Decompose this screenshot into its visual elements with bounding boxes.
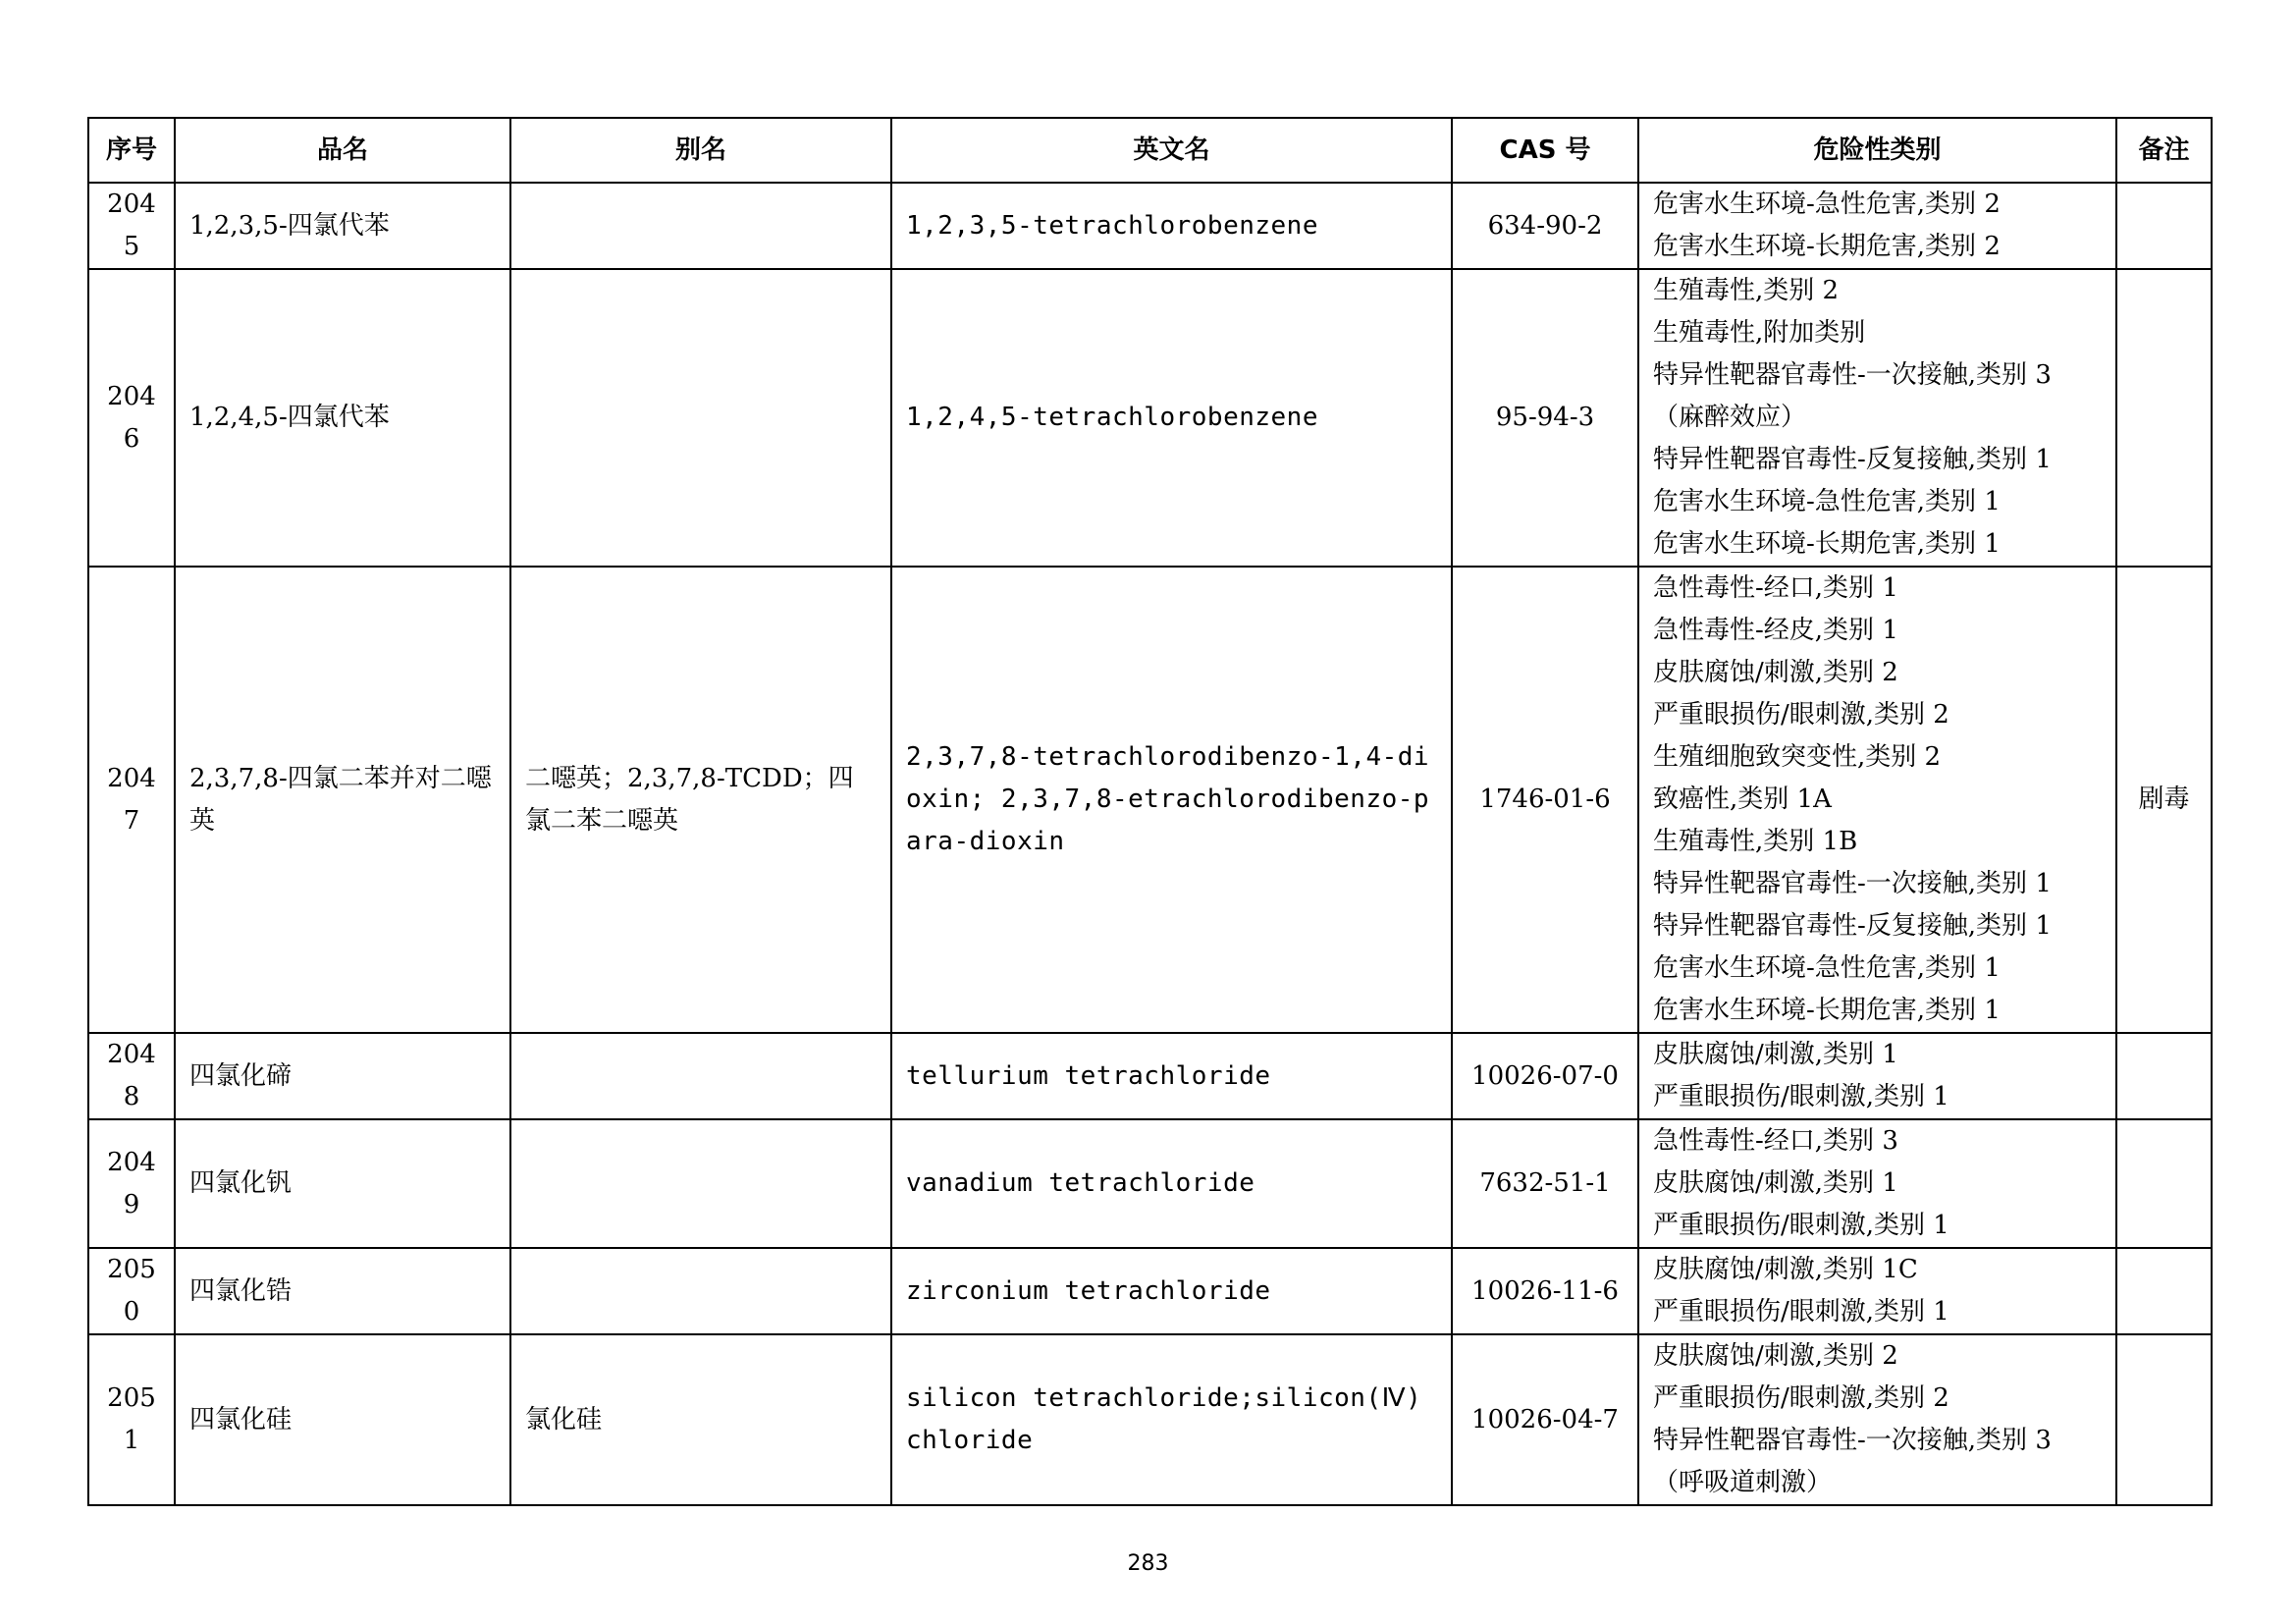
table-row — [88, 567, 2212, 1033]
cell-hazard — [1638, 1334, 2116, 1505]
header-no: 序号 — [88, 118, 175, 183]
cell-hazard — [1638, 1248, 2116, 1334]
cell-cas: 95-94-3 — [1452, 269, 1638, 567]
table-row — [88, 183, 2212, 269]
hazard-line: 危害水生环境-急性危害,类别 1 — [1653, 487, 2001, 516]
cell-note — [2116, 1334, 2212, 1505]
cell-note — [2116, 269, 2212, 567]
cell-hazard — [1638, 1033, 2116, 1119]
hazardous-chemicals-table — [87, 117, 2213, 1506]
hazard-line: 生殖毒性,附加类别 — [1653, 318, 1866, 348]
cell-hazard — [1638, 269, 2116, 567]
cell-cas: 1746-01-6 — [1452, 567, 1638, 1033]
hazard-line: 危害水生环境-长期危害,类别 1 — [1653, 529, 2001, 559]
cell-name: 2,3,7,8-四氯二苯并对二噁英 — [175, 567, 510, 1033]
hazard-line: 危害水生环境-长期危害,类别 1 — [1653, 996, 2001, 1025]
cell-name: 四氯化碲 — [175, 1033, 510, 1119]
table-row — [88, 269, 2212, 567]
cell-alias: 氯化硅 — [510, 1334, 891, 1505]
cell-no: 2050 — [88, 1248, 175, 1334]
cell-no: 2049 — [88, 1119, 175, 1248]
hazard-line: 生殖毒性,类别 2 — [1653, 276, 1840, 305]
hazard-line: 急性毒性-经口,类别 3 — [1653, 1126, 1898, 1156]
hazard-line: 特异性靶器官毒性-反复接触,类别 1 — [1653, 911, 2052, 941]
header-row — [88, 118, 2212, 183]
cell-alias — [510, 183, 891, 269]
cell-hazard — [1638, 1119, 2116, 1248]
hazard-line: 生殖细胞致突变性,类别 2 — [1653, 742, 1942, 772]
cell-alias — [510, 1248, 891, 1334]
hazard-line: 危害水生环境-急性危害,类别 2 — [1653, 189, 2001, 219]
cell-english: vanadium tetrachloride — [891, 1119, 1452, 1248]
hazard-line: 生殖毒性,类别 1B — [1653, 827, 1858, 856]
table-row — [88, 1119, 2212, 1248]
hazard-line: 严重眼损伤/眼刺激,类别 1 — [1653, 1297, 1949, 1326]
page-number: 283 — [1127, 1551, 1169, 1576]
cell-alias — [510, 1119, 891, 1248]
cell-no: 2046 — [88, 269, 175, 567]
header-note: 备注 — [2116, 118, 2212, 183]
cell-no: 2048 — [88, 1033, 175, 1119]
cell-name: 四氯化钒 — [175, 1119, 510, 1248]
cell-note — [2116, 1119, 2212, 1248]
cell-cas: 10026-04-7 — [1452, 1334, 1638, 1505]
cell-name: 四氯化锆 — [175, 1248, 510, 1334]
header-name: 品名 — [175, 118, 510, 183]
hazard-line: 严重眼损伤/眼刺激,类别 1 — [1653, 1082, 1949, 1111]
header-cas: CAS 号 — [1452, 118, 1638, 183]
cell-note — [2116, 1248, 2212, 1334]
cell-english: 1,2,4,5-tetrachlorobenzene — [891, 269, 1452, 567]
cell-no: 2047 — [88, 567, 175, 1033]
table-row — [88, 1334, 2212, 1505]
hazard-line: 皮肤腐蚀/刺激,类别 1 — [1653, 1040, 1898, 1069]
cell-cas: 634-90-2 — [1452, 183, 1638, 269]
hazard-line: 严重眼损伤/眼刺激,类别 1 — [1653, 1211, 1949, 1240]
cell-cas: 7632-51-1 — [1452, 1119, 1638, 1248]
cell-hazard — [1638, 567, 2116, 1033]
hazard-line: 急性毒性-经皮,类别 1 — [1653, 616, 1898, 645]
hazard-line: 危害水生环境-急性危害,类别 1 — [1653, 953, 2001, 983]
header-hazard: 危险性类别 — [1638, 118, 2116, 183]
cell-note — [2116, 1033, 2212, 1119]
hazard-line: 急性毒性-经口,类别 1 — [1653, 573, 1898, 603]
header-alias: 别名 — [510, 118, 891, 183]
table-row — [88, 1248, 2212, 1334]
cell-name: 1,2,3,5-四氯代苯 — [175, 183, 510, 269]
hazard-line: 严重眼损伤/眼刺激,类别 2 — [1653, 700, 1949, 730]
hazard-line: 特异性靶器官毒性-一次接触,类别 3（呼吸道刺激） — [1653, 1426, 2052, 1497]
hazard-line: 特异性靶器官毒性-一次接触,类别 1 — [1653, 869, 2052, 898]
cell-cas: 10026-07-0 — [1452, 1033, 1638, 1119]
cell-no: 2045 — [88, 183, 175, 269]
hazard-line: 特异性靶器官毒性-反复接触,类别 1 — [1653, 445, 2052, 474]
hazard-line: 皮肤腐蚀/刺激,类别 1 — [1653, 1168, 1898, 1198]
header-english: 英文名 — [891, 118, 1452, 183]
cell-english: silicon tetrachloride;silicon(Ⅳ)chloride — [891, 1334, 1452, 1505]
cell-english: 1,2,3,5-tetrachlorobenzene — [891, 183, 1452, 269]
cell-cas: 10026-11-6 — [1452, 1248, 1638, 1334]
cell-english: tellurium tetrachloride — [891, 1033, 1452, 1119]
cell-hazard — [1638, 183, 2116, 269]
table-row — [88, 1033, 2212, 1119]
cell-alias: 二噁英；2,3,7,8-TCDD；四氯二苯二噁英 — [510, 567, 891, 1033]
cell-alias — [510, 269, 891, 567]
cell-note — [2116, 183, 2212, 269]
cell-no: 2051 — [88, 1334, 175, 1505]
cell-note: 剧毒 — [2116, 567, 2212, 1033]
cell-alias — [510, 1033, 891, 1119]
hazard-line: 皮肤腐蚀/刺激,类别 2 — [1653, 1341, 1898, 1371]
hazard-line: 皮肤腐蚀/刺激,类别 1C — [1653, 1255, 1918, 1284]
hazard-line: 皮肤腐蚀/刺激,类别 2 — [1653, 658, 1898, 687]
hazard-line: 致癌性,类别 1A — [1653, 785, 1832, 814]
cell-name: 四氯化硅 — [175, 1334, 510, 1505]
hazard-line: 危害水生环境-长期危害,类别 2 — [1653, 232, 2001, 261]
hazard-line: 严重眼损伤/眼刺激,类别 2 — [1653, 1383, 1949, 1413]
cell-english: zirconium tetrachloride — [891, 1248, 1452, 1334]
cell-english: 2,3,7,8-tetrachlorodibenzo-1,4-dioxin; 2,3,7,8-etrachlorodibenzo-para-dioxin — [891, 567, 1452, 1033]
cell-name: 1,2,4,5-四氯代苯 — [175, 269, 510, 567]
hazard-line: 特异性靶器官毒性-一次接触,类别 3（麻醉效应） — [1653, 360, 2052, 432]
